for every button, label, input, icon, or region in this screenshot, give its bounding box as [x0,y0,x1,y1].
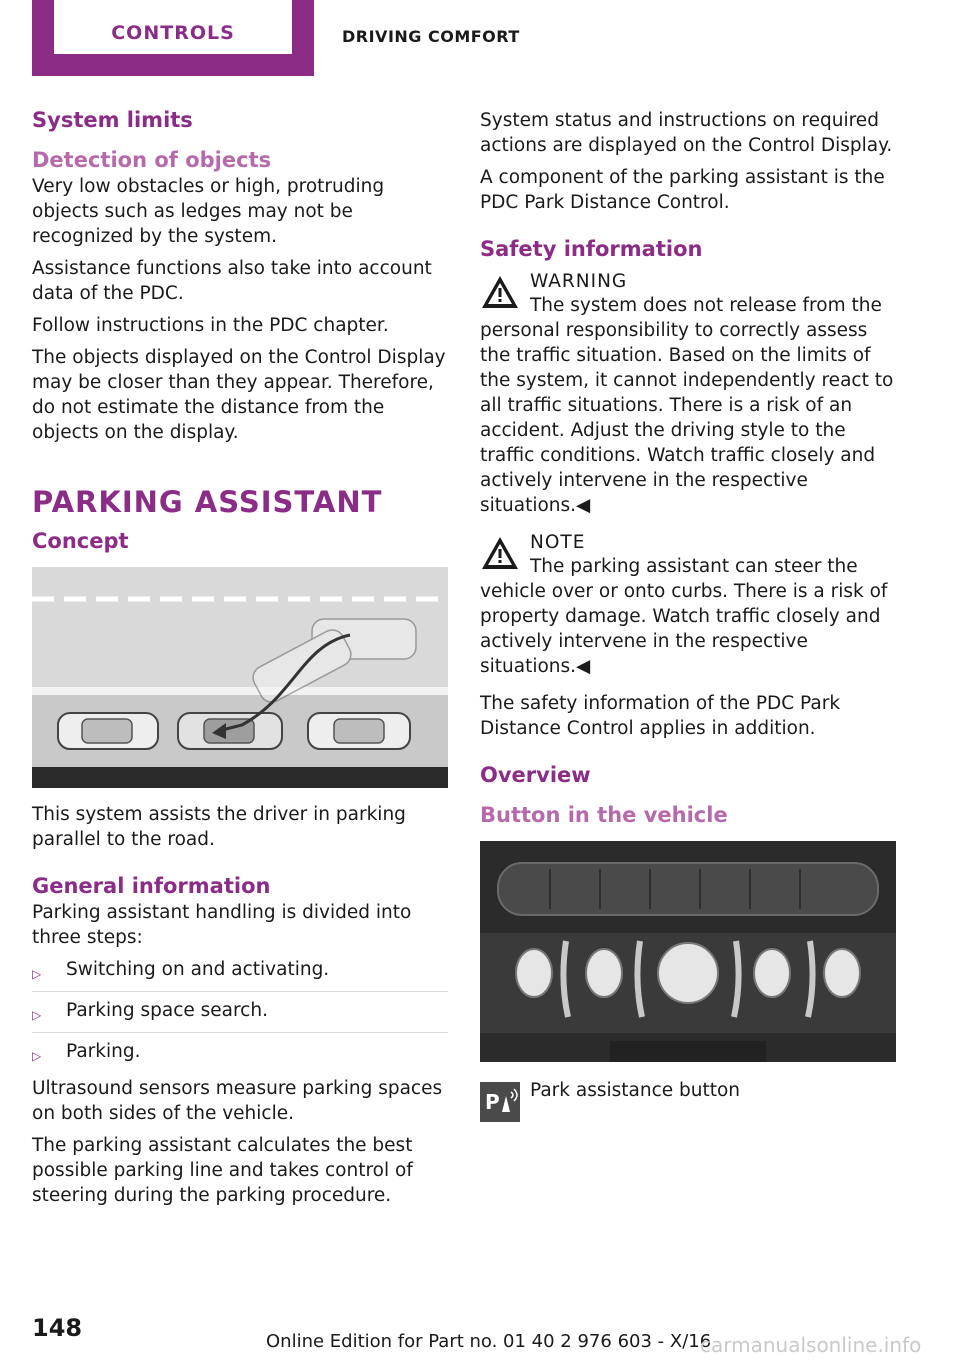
park-assist-legend [480,1082,896,1122]
component-paragraph: A component of the parking assistant is the PDC Park Distance Control. [480,167,885,213]
general-paragraph: Parking assistant handling is divided into three steps: [32,902,412,948]
heading-parking-assistant: PARKING ASSISTANT [32,485,383,519]
bullet-triangle-icon: ▷ [32,1008,42,1022]
heading-button-in-vehicle: Button in the vehicle [480,803,728,827]
park-assist-button-icon [480,1082,520,1122]
section-label: DRIVING COMFORT [342,27,520,46]
left-column [32,108,448,1215]
list-item-text: Parking. [66,1041,141,1062]
note-title: NOTE [530,532,586,553]
status-paragraph: System status and instructions on required actions are displayed on the Control Display. [480,110,893,156]
list-item [32,995,448,1033]
car-right [308,713,410,749]
chapter-tab-inner [54,0,292,54]
note-text: The parking assistant can steer the vehicle over or onto curbs. There is a risk of property damage. Watch traffic closely and actively intervene in the respective situations.◀ [480,556,888,677]
warning-block [480,273,896,518]
watermark: carmanualsonline.info [700,1333,922,1357]
button-panel-illustration [480,841,896,1062]
chapter-tab [32,0,314,76]
detection-paragraph-1: Very low obstacles or high, protruding objects such as ledges may not be recognized by the system. [32,176,385,247]
list-item [32,954,448,992]
page-number: 148 [32,1314,83,1342]
warning-triangle-icon [480,534,520,572]
parking-diagram [32,567,448,788]
warning-title: WARNING [530,271,628,292]
list-item-text: Switching on and activating. [66,959,330,980]
chapter-tab-label: CONTROLS [111,22,235,44]
detection-paragraph-3: Follow instructions in the PDC chapter. [32,315,389,336]
car-middle [178,713,282,749]
detection-paragraph-4: The objects displayed on the Control Display may be closer than they appear. Therefore, do not estimate the distance from the objects on the display. [32,347,446,443]
car-left [58,713,158,749]
concept-paragraph: This system assists the driver in parking parallel to the road. [32,804,406,850]
parking-diagram-figure [32,567,448,788]
heading-general-info: General information [32,874,271,898]
heading-detection: Detection of objects [32,148,272,172]
warning-triangle-icon [480,273,520,311]
bullet-triangle-icon: ▷ [32,1049,42,1063]
svg-text:P: P [485,1090,500,1114]
heading-overview: Overview [480,763,591,787]
button-panel-photo [480,841,896,1062]
heading-concept: Concept [32,529,129,553]
detection-paragraph-2: Assistance functions also take into account data of the PDC. [32,258,432,304]
heading-safety-info: Safety information [480,237,703,261]
edition-text: Online Edition for Part no. 01 40 2 976 603 - X/16 [266,1331,712,1352]
bullet-triangle-icon: ▷ [32,967,42,981]
list-item-text: Parking space search. [66,1000,268,1021]
note-block [480,534,896,679]
park-assist-caption: Park assistance button [530,1080,741,1101]
calc-paragraph: The parking assistant calculates the best possible parking line and takes control of steering during the parking procedure. [32,1135,413,1206]
right-column [480,108,896,1122]
list-item [32,1036,448,1073]
safety-paragraph: The safety information of the PDC Park Distance Control applies in addition. [480,693,841,739]
warning-text: The system does not release from the personal responsibility to correctly assess the traffic situation. Based on the limits of the system, it cannot independently react to all traffic situations. There is a risk of an accident. Adjust the driving style to the traffic conditions. Watch traffic closely and actively intervene in the respective situations.◀ [480,295,894,516]
heading-system-limits: System limits [32,108,193,132]
sensors-paragraph: Ultrasound sensors measure parking spaces on both sides of the vehicle. [32,1078,443,1124]
